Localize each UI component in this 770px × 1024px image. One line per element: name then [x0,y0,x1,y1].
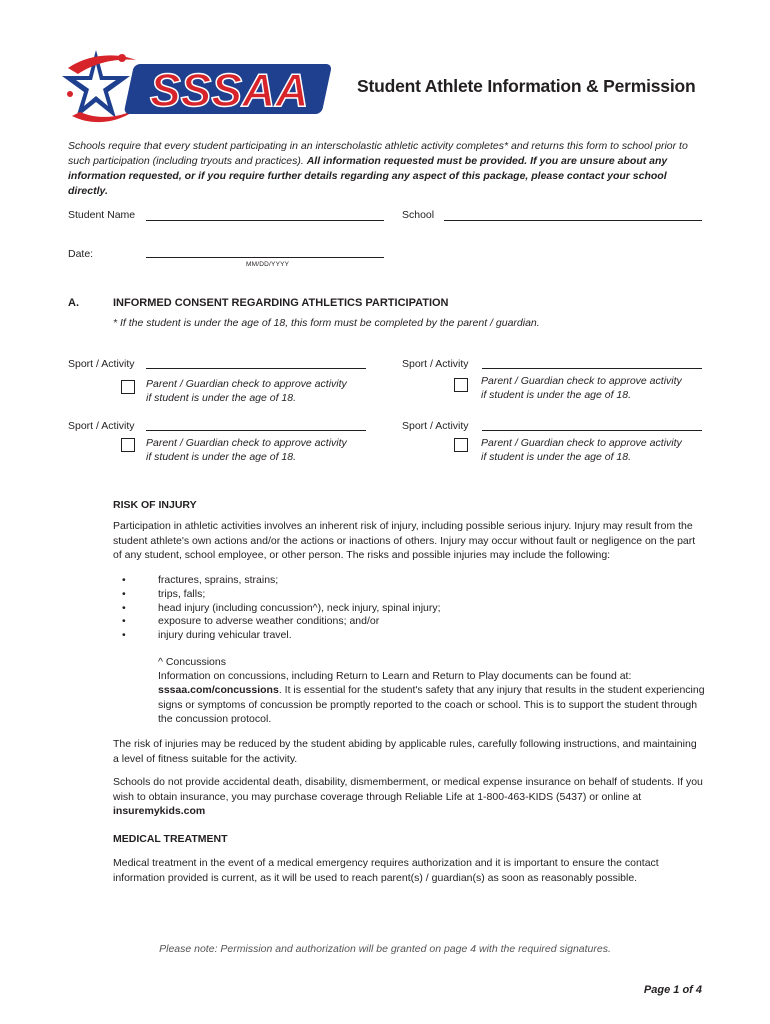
parent-approval-checkbox[interactable] [454,378,468,392]
risk-list [122,574,441,643]
permission-text [481,374,711,402]
risk-paragraph: Participation in athletic activities involves an inherent risk of injury, including possible serious injury. Injury may result from the student athlete's own actions and/or the actions or inactions of others. Injury may occur without fault or negligence on the part of any student, school employee, or other person. The risks and possible injuries may include the following: [113,520,696,561]
list-item: • head injury (including concussion^), neck injury, spinal injury; [122,602,441,616]
student-name-label: Student Name [68,209,136,221]
section-a-letter: A. [68,297,79,309]
footer-note: Please note: Permission and authorization will be granted on page 4 with the required signatures. [159,943,611,955]
intro-text: Schools require that every student participating in an interscholastic athletic activity completes* and returns this form to school prior to such participation (including tryouts and practices). [68,140,688,167]
page-title: Student Athlete Information & Permission [357,76,696,96]
sport-field[interactable] [482,430,702,431]
page-number: Page 1 of 4 [643,984,702,996]
permission-text [146,377,376,405]
concussion-text [158,669,708,726]
student-name-field[interactable] [146,220,384,221]
insurance-paragraph [113,775,705,819]
medical-paragraph: Medical treatment in the event of a medical emergency requires authorization and it is important to ensure the contact information provided is current, as it will be used to reach parent(s) / guardian(s) as soon as reasonably possible. [113,857,659,884]
sport-label: Sport / Activity [68,358,135,370]
permission-line-2: if student is under the age of 18. [146,392,297,404]
concussion-link[interactable]: sssaa.com/concussions [158,684,279,697]
permission-line-1: Parent / Guardian check to approve activity [481,437,682,449]
school-field[interactable] [444,220,702,221]
date-field[interactable] [146,257,384,258]
sport-label: Sport / Activity [402,420,469,432]
permission-line-2: if student is under the age of 18. [146,451,297,463]
list-item: • injury during vehicular travel. [122,629,441,643]
permission-text [146,436,376,464]
concussion-text-after: . It is essential for the student's safety that any injury that results in the student experiencing signs or symptoms of concussion be promptly reported to the coach or school. This is to support the student through the concussion protocol. [158,684,705,725]
medical-heading: MEDICAL TREATMENT [113,833,228,845]
insurance-link[interactable]: insuremykids.com [113,805,206,817]
list-item: • exposure to adverse weather conditions; and/or [122,615,441,629]
permission-line-1: Parent / Guardian check to approve activity [146,378,347,390]
permission-line-2: if student is under the age of 18. [481,389,632,401]
sport-field[interactable] [146,368,366,369]
intro-paragraph [68,139,708,199]
section-a-note: * If the student is under the age of 18, this form must be completed by the parent / guardian. [113,317,540,329]
sssaa-logo [58,46,340,130]
parent-approval-checkbox[interactable] [121,380,135,394]
date-label: Date: [68,248,94,260]
section-a-title: INFORMED CONSENT REGARDING ATHLETICS PARTICIPATION [113,297,449,309]
permission-line-1: Parent / Guardian check to approve activity [146,437,347,449]
concussion-note [158,655,708,726]
risk-reduce-paragraph: The risk of injuries may be reduced by the student abiding by applicable rules, carefully following instructions, and maintaining a level of fitness suitable for the activity. [113,738,697,765]
permission-text [481,436,711,464]
concussion-text-before: Information on concussions, including Return to Learn and Return to Play documents can be found at: [158,670,632,683]
parent-approval-checkbox[interactable] [454,438,468,452]
sport-label: Sport / Activity [402,358,469,370]
permission-line-1: Parent / Guardian check to approve activity [481,375,682,387]
risk-heading: RISK OF INJURY [113,499,197,511]
permission-line-2: if student is under the age of 18. [481,451,632,463]
logo-wordmark: SSSAA [150,64,309,116]
date-format-hint: MM/DD/YYYY [246,261,290,268]
list-item: • fractures, sprains, strains; [122,574,441,588]
sport-field[interactable] [146,430,366,431]
sport-label: Sport / Activity [68,420,135,432]
concussion-heading: ^ Concussions [158,656,226,668]
insurance-text: Schools do not provide accidental death, disability, dismemberment, or medical expense insurance on behalf of students. If you wish to obtain insurance, you may purchase coverage through Reliable Life at 1-800-463-KIDS (5437) or online at [113,776,703,803]
school-label: School [402,209,435,221]
list-item: • trips, falls; [122,588,441,602]
sport-field[interactable] [482,368,702,369]
parent-approval-checkbox[interactable] [121,438,135,452]
intro-bold-text: All information requested must be provided. If you are unsure about any information requested, or if you require further details regarding any aspect of this package, please contact your school directly. [68,155,668,197]
